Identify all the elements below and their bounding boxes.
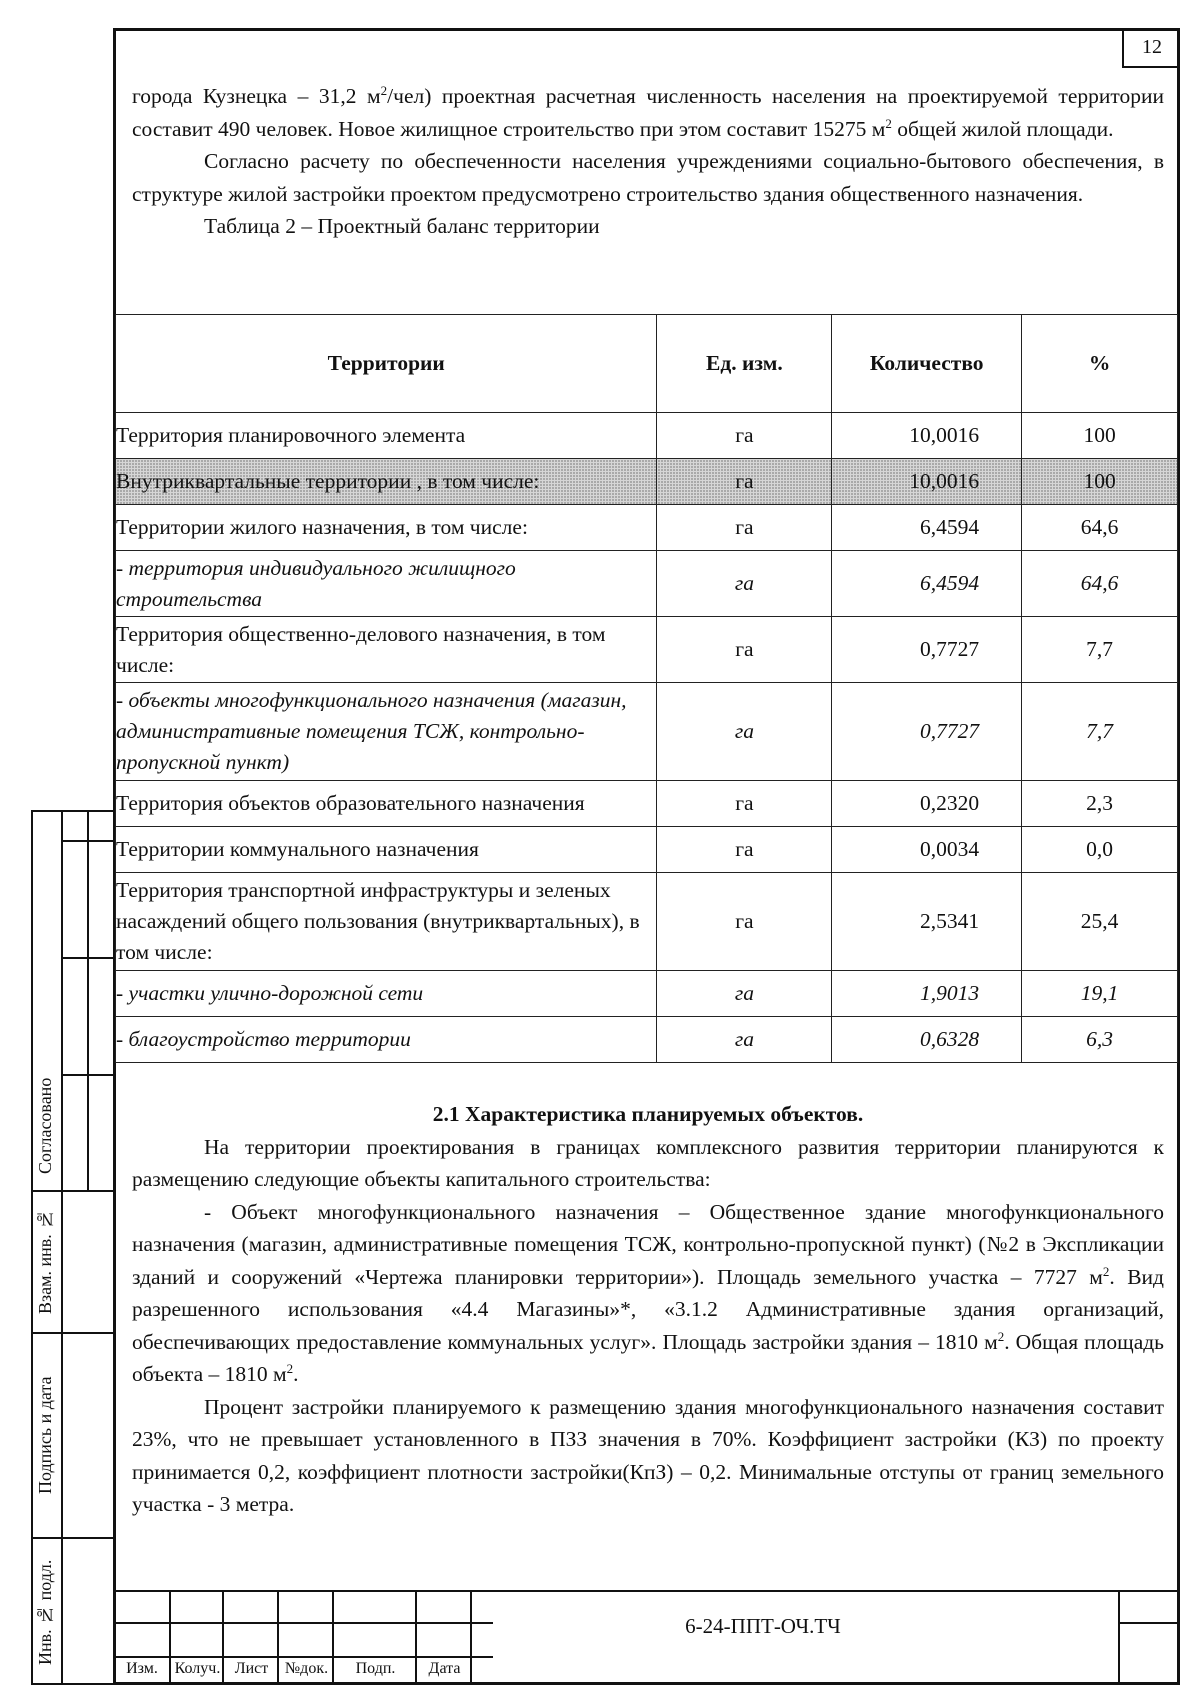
table-row: Территория общественно-делового назначения, в том числе: га 0,7727 7,7: [116, 617, 1178, 683]
table-header-row: [116, 315, 1178, 413]
side-stamp: [31, 810, 113, 1685]
intro-paragraph-1: города Кузнецка – 31,2 $м^2/чел$) проектная расчетная численность населения на проектируемой территории составит 490 человек. Новое жилищное строительство при этом составит 15275 $м^2$ общей жилой площади.: [132, 82, 1164, 141]
section-paragraph-1: На территории проектирования в границах комплексного развития территории планируются к размещению следующие объекты капитального строительства:: [132, 1134, 1164, 1191]
side-divider: [61, 812, 63, 1683]
side-label-agreed: Согласовано: [35, 1077, 55, 1175]
intro-text: [132, 80, 1164, 243]
page-number: 12: [1122, 28, 1180, 68]
stamp-header: №док.: [284, 1660, 329, 1677]
stamp-header: Дата: [428, 1660, 461, 1677]
document-code: 6-24-ППТ-ОЧ.ТЧ: [685, 1614, 841, 1638]
table-row: Территория транспортной инфраструктуры и зеленых насаждений общего пользования (внутриквартальных), в том числе: га 2,5341 25,4: [116, 873, 1178, 971]
side-divider: [61, 840, 113, 842]
stamp-header: Колуч.: [174, 1660, 221, 1677]
stamp-header: Изм.: [126, 1660, 158, 1677]
title-block: [113, 1590, 1180, 1685]
section-2-1: [132, 1098, 1164, 1521]
table-row: Территории жилого назначения, в том числе: га 6,4594 64,6: [116, 505, 1178, 551]
stamp-header: Лист: [234, 1660, 269, 1677]
col-header: %: [1022, 315, 1178, 413]
table-row: - благоустройство территории га 0,6328 6,3: [116, 1017, 1178, 1063]
table-row: - объекты многофункционального назначения (магазин, административные помещения ТСЖ, контрольно-пропускной пункт) га 0,7727 7,7: [116, 683, 1178, 781]
stamp-header: Подп.: [355, 1660, 396, 1677]
table-row: Территория планировочного элемента га 10,0016 100: [116, 413, 1178, 459]
col-header: Ед. изм.: [657, 315, 832, 413]
col-header: Количество: [832, 315, 1022, 413]
section-paragraph-3: Процент застройки планируемого к размещению здания многофункционального назначения составит 23%, что не превышает установленного в ПЗЗ значения в 70%. Коэффициент застройки (КЗ) по проекту принимается 0,2, коэффициент плотности застройки(КпЗ) – 0,2. Минимальные отступы от границ земельного участка - 3 метра.: [132, 1394, 1164, 1516]
territory-balance-table: [115, 314, 1178, 1063]
table-caption: Таблица 2 – Проектный баланс территории: [204, 214, 600, 238]
section-paragraph-2: - Объект многофункционального назначения – Общественное здание многофункционального назначения (магазин, административные помещения ТСЖ, контрольно-пропускной пункт) (№2 в Экспликации зданий и сооружений «Чертежа планировки территории»). Площадь земельного участка – 7727 $м^2$. Вид разрешенного использования «4.4 Магазины»*, «3.1.2 Административные здания организаций, обеспечивающих предоставление коммунальных услуг». Площадь застройки здания – 1810 $м^2$. Общая площадь объекта – 1810 $м^2$.: [132, 1199, 1164, 1386]
section-title: 2.1 Характеристика планируемых объектов.: [432, 1102, 864, 1126]
side-divider: [87, 812, 89, 1192]
table-row: - территория индивидуального жилищного строительства га 6,4594 64,6: [116, 551, 1178, 617]
col-header: Территории: [116, 315, 657, 413]
stamp-divider: [1120, 1622, 1180, 1624]
intro-paragraph-2: Согласно расчету по обеспеченности населения учреждениями социально-бытового обеспечения, в структуре жилой застройки проектом предусмотрено строительство здания общественного назначения.: [132, 149, 1164, 206]
side-label-sign-date: Подпись и дата: [35, 1376, 55, 1495]
table-row: - участки улично-дорожной сети га 1,9013 19,1: [116, 971, 1178, 1017]
side-label-inv-podl: Инв. № подл.: [35, 1559, 55, 1665]
side-divider: [61, 957, 113, 959]
side-label-vzam: Взам. инв. №: [35, 1209, 55, 1315]
table-row: Внутриквартальные территории , в том числе: га 10,0016 100: [116, 459, 1178, 505]
table-row: Территории коммунального назначения га 0,0034 0,0: [116, 827, 1178, 873]
table-row: Территория объектов образовательного назначения га 0,2320 2,3: [116, 781, 1178, 827]
side-divider: [61, 1074, 113, 1076]
